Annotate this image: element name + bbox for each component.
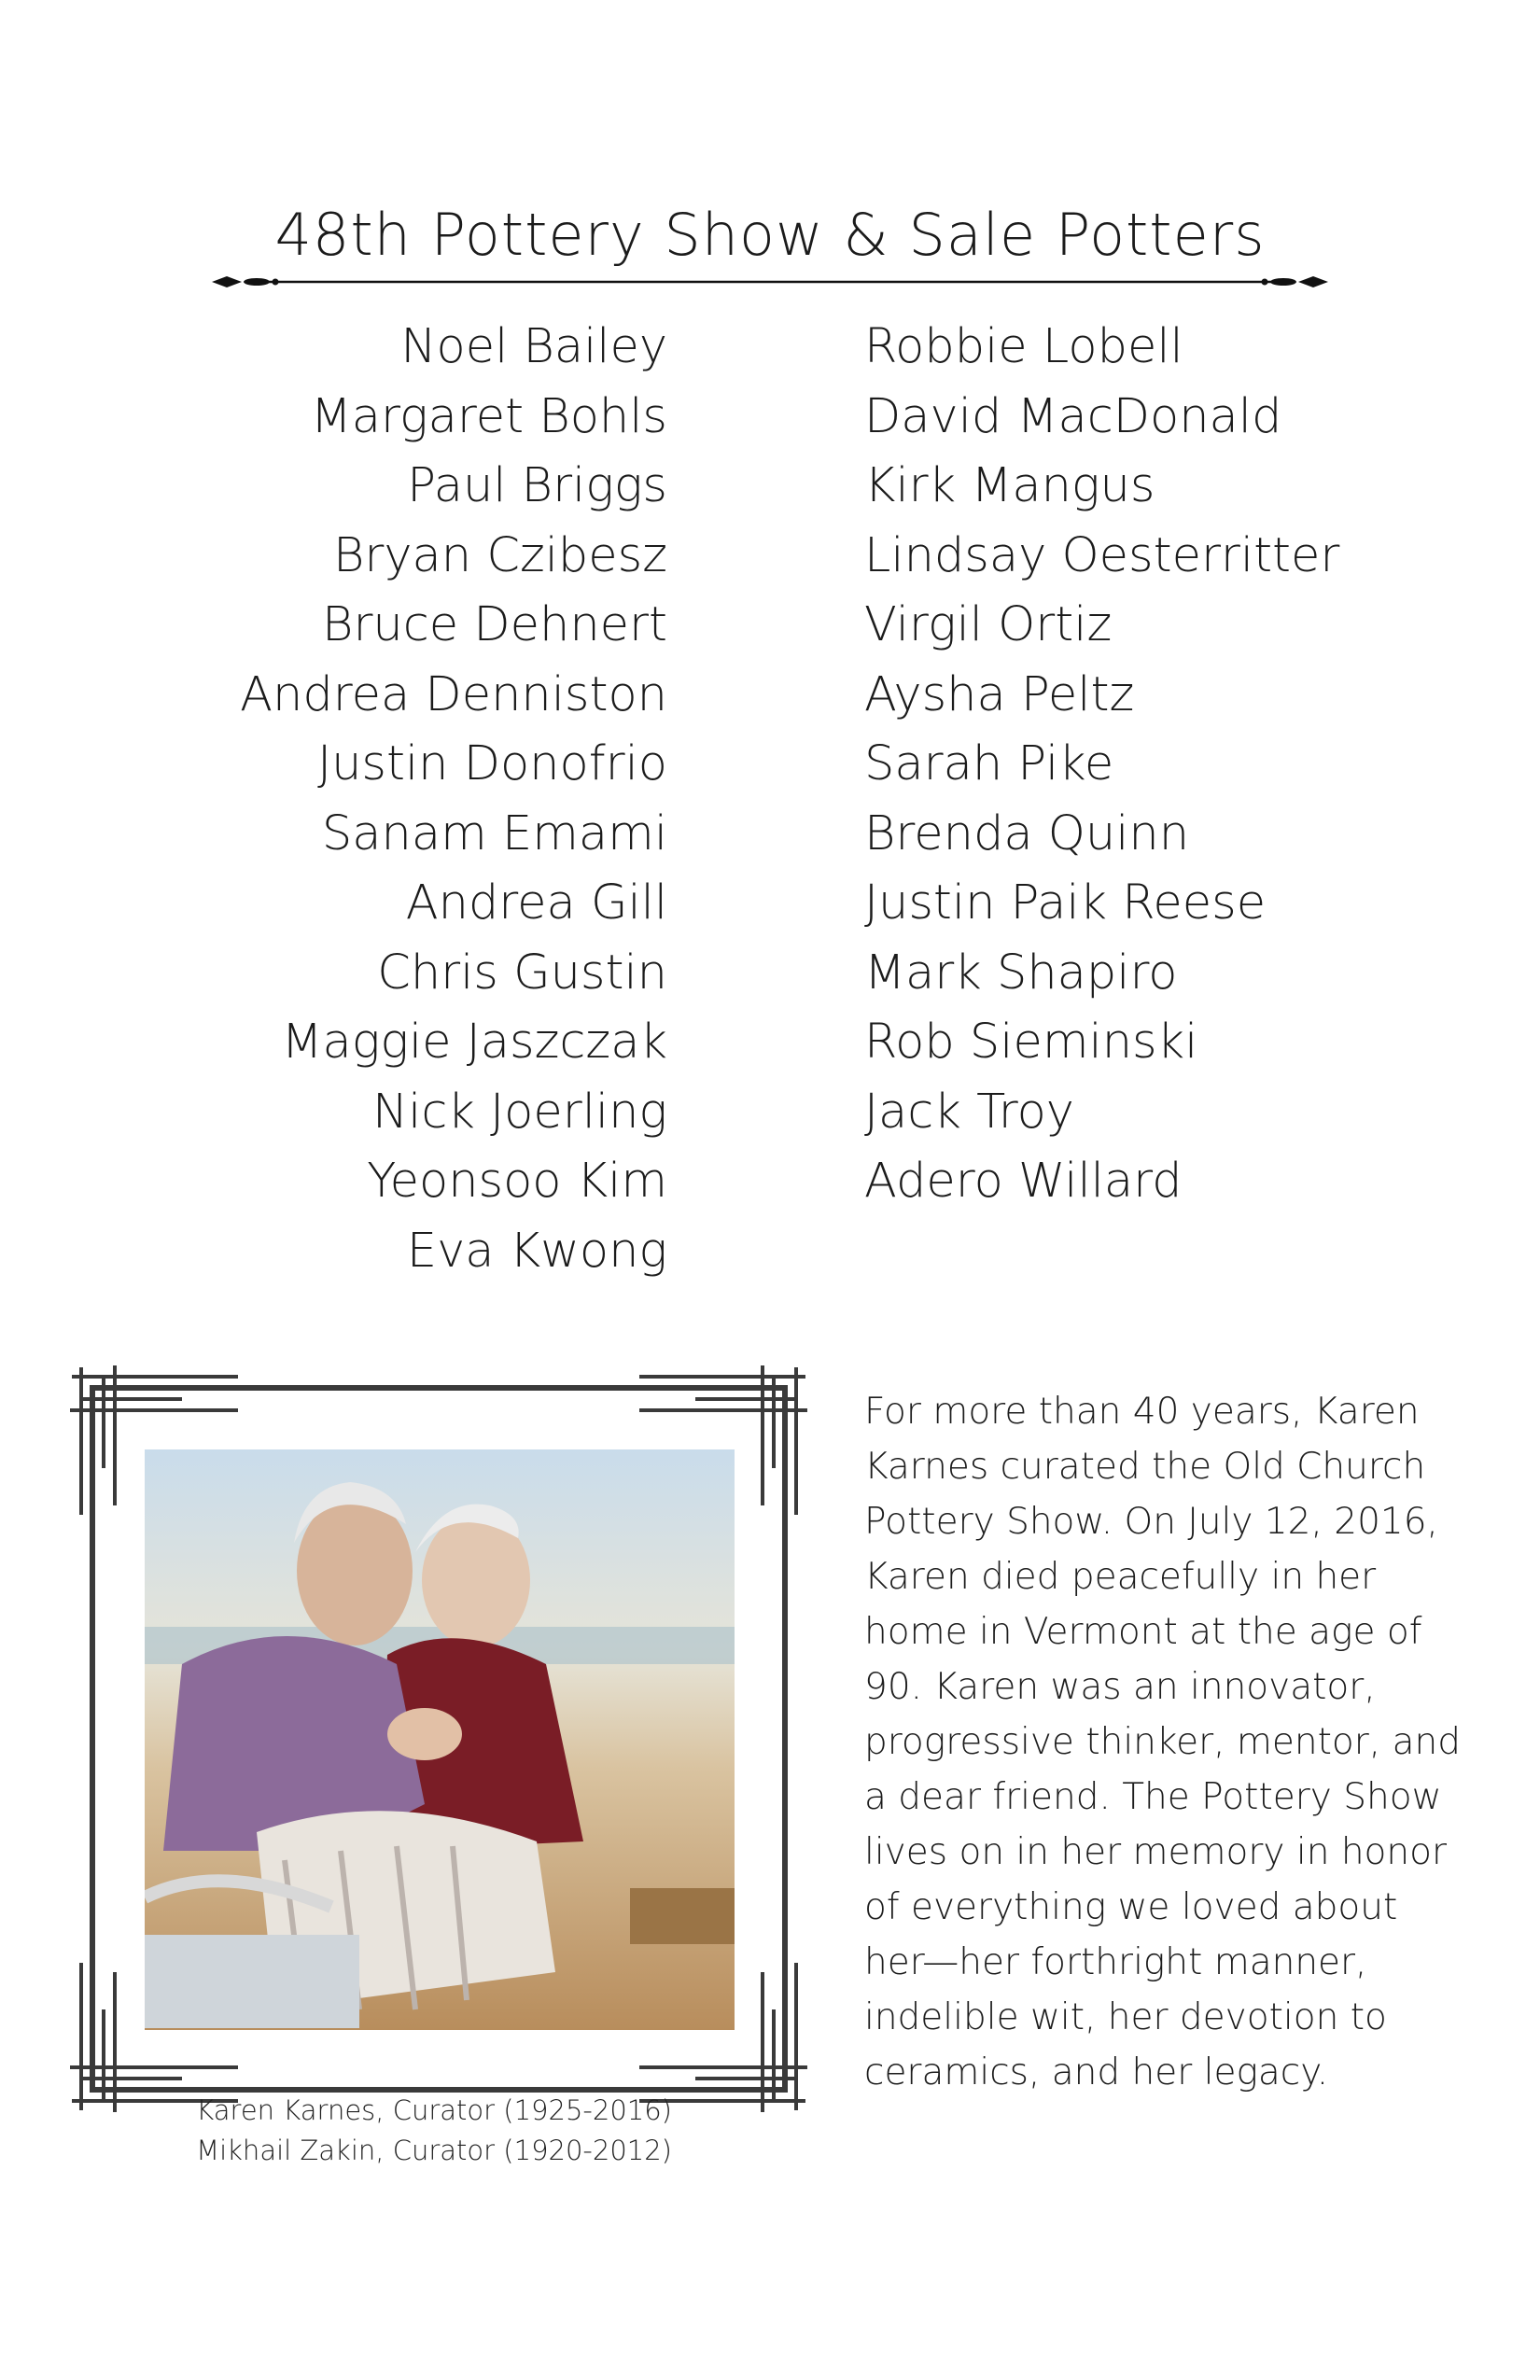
potter-name: Noel Bailey bbox=[400, 319, 667, 374]
potter-name: Lindsay Oesterritter bbox=[864, 527, 1340, 583]
potter-name: Andrea Denniston bbox=[240, 666, 667, 722]
potter-name: Eva Kwong bbox=[406, 1223, 667, 1279]
potter-name: Paul Briggs bbox=[407, 458, 667, 513]
potter-name: David MacDonald bbox=[864, 388, 1282, 444]
potters-list-left bbox=[240, 313, 667, 1286]
potter-name: Justin Donofrio bbox=[317, 736, 667, 791]
potter-name: Yeonsoo Kim bbox=[367, 1154, 667, 1209]
potter-name: Bruce Dehnert bbox=[322, 597, 667, 652]
potter-name: Rob Sieminski bbox=[864, 1015, 1198, 1070]
page-title: 48th Pottery Show & Sale Potters bbox=[274, 201, 1266, 269]
potter-name: Mark Shapiro bbox=[864, 945, 1178, 1001]
potter-name: Virgil Ortiz bbox=[864, 597, 1113, 652]
potter-name: Chris Gustin bbox=[377, 945, 667, 1001]
potter-name: Andrea Gill bbox=[405, 875, 667, 931]
potter-name: Maggie Jaszczak bbox=[281, 1015, 667, 1070]
photo-caption-zakin: Mikhail Zakin, Curator (1920-2012) bbox=[196, 2135, 672, 2166]
potter-name: Sanam Emami bbox=[321, 805, 667, 861]
potter-name: Margaret Bohls bbox=[310, 388, 667, 444]
photo-caption-karnes: Karen Karnes, Curator (1925-2016) bbox=[196, 2094, 672, 2126]
potter-name: Kirk Mangus bbox=[864, 458, 1155, 513]
potter-name: Sarah Pike bbox=[864, 736, 1114, 791]
potter-name: Justin Paik Reese bbox=[864, 875, 1267, 931]
curators-photo bbox=[145, 1449, 735, 2030]
potter-name: Nick Joerling bbox=[372, 1084, 667, 1140]
title-ornament-rule bbox=[210, 273, 1330, 291]
potter-name: Aysha Peltz bbox=[864, 666, 1135, 722]
potters-list-right bbox=[864, 313, 1339, 1217]
tribute-paragraph: For more than 40 years, Karen Karnes curated the Old Church Pottery Show. On July 12, 2016, Karen died peacefully in her home in Vermont at the age of 90. Karen was an innovator, progressive thinker, mentor, and a dear friend. The Pottery Show lives on in her memory in honor of everything we loved about her—her forthright manner, indelible wit, her devotion to ceramics, and her legacy. bbox=[864, 1391, 1461, 2093]
potter-name: Adero Willard bbox=[864, 1154, 1183, 1209]
potter-name: Jack Troy bbox=[864, 1084, 1074, 1140]
potter-name: Bryan Czibesz bbox=[333, 527, 667, 583]
potter-name: Brenda Quinn bbox=[864, 805, 1190, 861]
potter-name: Robbie Lobell bbox=[864, 319, 1183, 374]
